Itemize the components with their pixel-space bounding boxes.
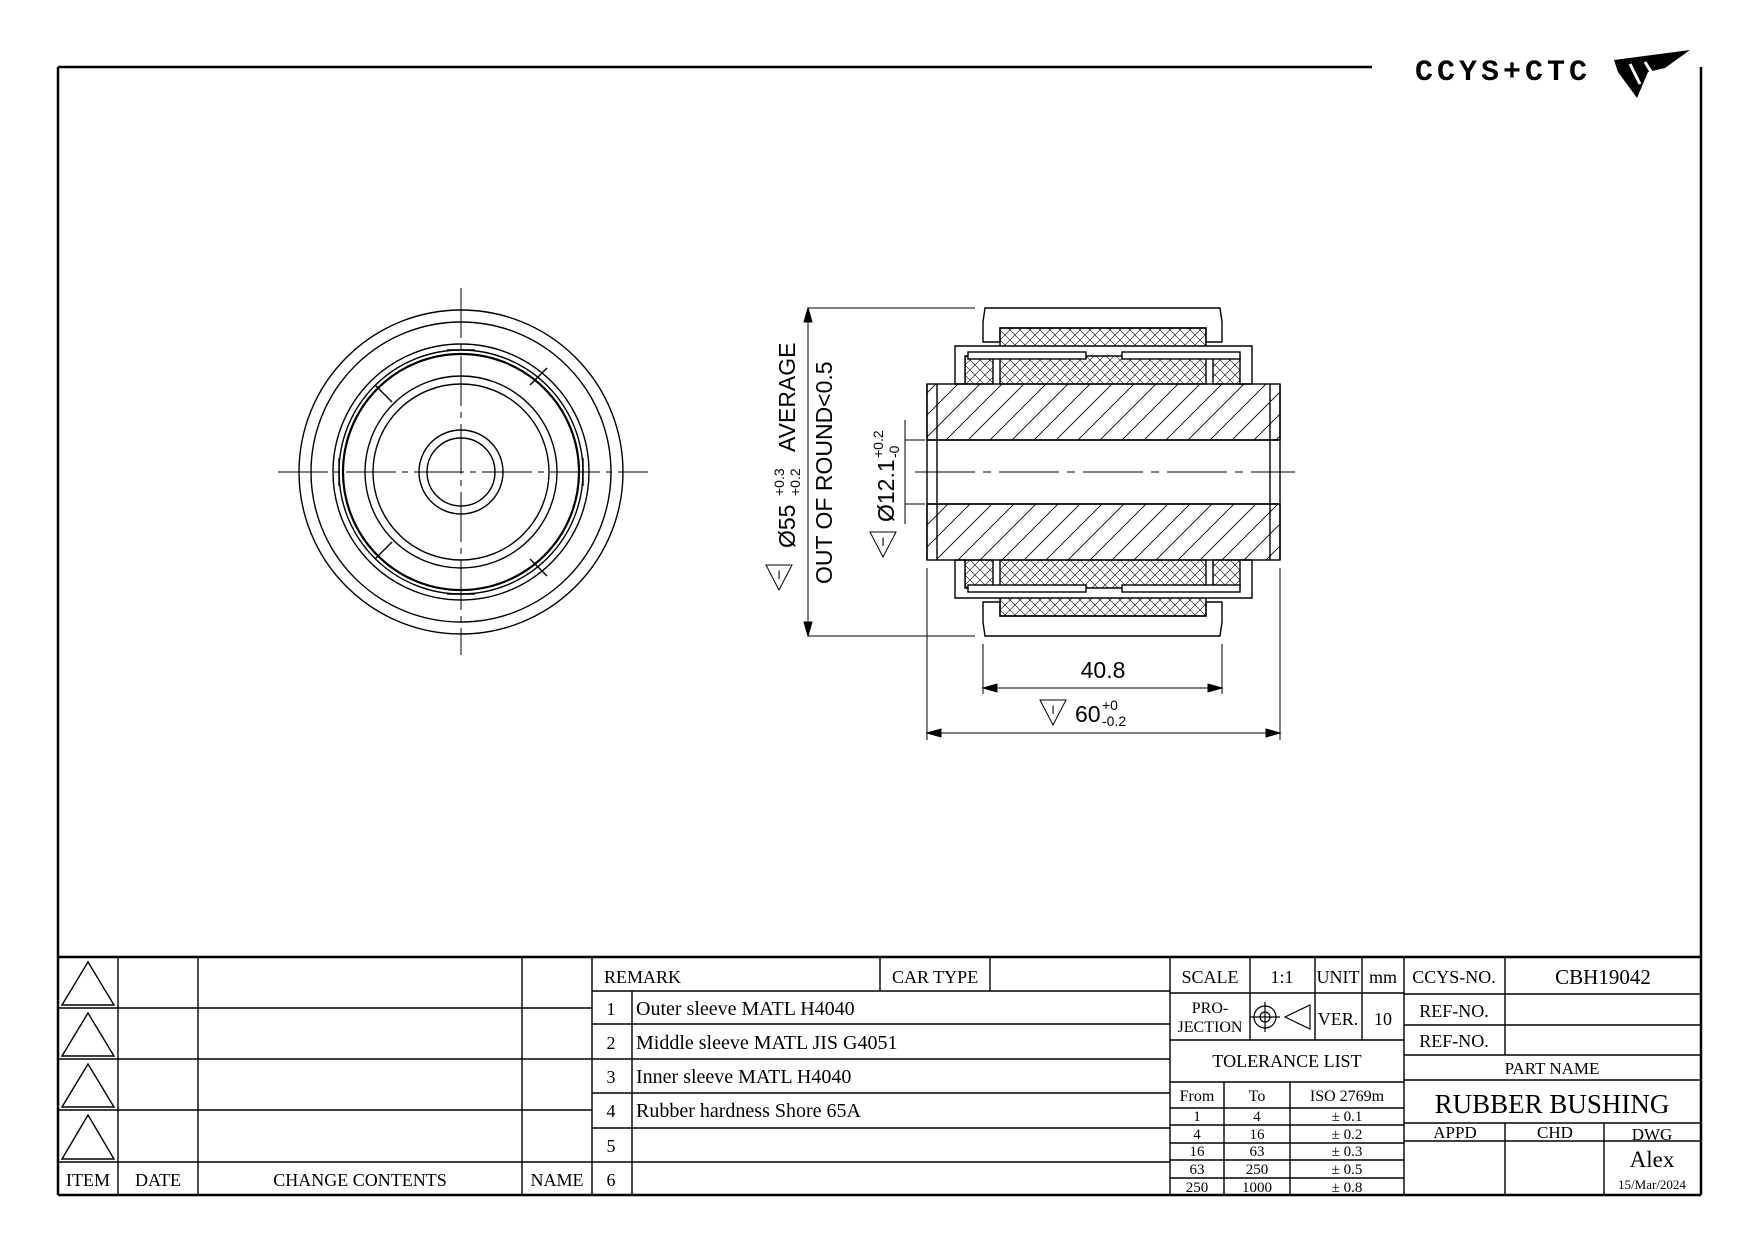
remark-title: REMARK: [604, 967, 682, 987]
inner-diameter-tol-lower: -0: [886, 445, 902, 458]
header-change-contents: CHANGE CONTENTS: [273, 1170, 447, 1190]
ccys-no-label: CCYS-NO.: [1412, 967, 1496, 987]
svg-text:I: I: [777, 568, 781, 582]
appd-label: APPD: [1433, 1123, 1477, 1142]
drawing-frame: [58, 67, 1701, 1195]
svg-text:250: 250: [1245, 1162, 1269, 1178]
scale-label: SCALE: [1181, 967, 1239, 987]
projection-label-line1: PRO-: [1191, 1000, 1229, 1017]
remark-row: [607, 1170, 616, 1190]
svg-text:± 0.5: ± 0.5: [1331, 1162, 1363, 1178]
dwg-label: DWG: [1631, 1125, 1673, 1144]
length-60-tol-lower: -0.2: [1102, 713, 1127, 729]
tolerance-row: [1190, 1144, 1363, 1160]
first-angle-projection-icon: [1250, 1002, 1310, 1032]
part-name-label: PART NAME: [1504, 1059, 1600, 1078]
outer-diameter-label: Ø55: [774, 504, 800, 548]
svg-text:I: I: [881, 535, 885, 549]
svg-text:16: 16: [1249, 1127, 1265, 1143]
dwg-value: Alex: [1629, 1147, 1675, 1172]
svg-text:4: 4: [606, 1101, 616, 1121]
revision-triangle-icon: [62, 1013, 114, 1056]
tolerance-header-to: To: [1248, 1088, 1266, 1105]
tolerance-row: [1193, 1127, 1362, 1143]
section-view: [915, 308, 1295, 636]
out-of-round-label: OUT OF ROUND<0.5: [811, 361, 837, 584]
svg-text:6: 6: [606, 1170, 616, 1190]
drawing-date: 15/Mar/2024: [1618, 1177, 1686, 1192]
ref-no-label-1: REF-NO.: [1419, 1001, 1489, 1021]
inner-diameter-label: Ø12.1: [873, 459, 899, 522]
svg-text:2: 2: [606, 1033, 616, 1053]
svg-text:± 0.8: ± 0.8: [1331, 1180, 1363, 1196]
scale-value: 1:1: [1270, 967, 1294, 987]
revision-triangle-icon: [62, 962, 114, 1005]
svg-text:63: 63: [1249, 1144, 1265, 1160]
projection-label-line2: JECTION: [1177, 1019, 1243, 1036]
tolerance-row: [1190, 1162, 1363, 1178]
revision-triangle-icon: [62, 1115, 114, 1159]
tolerance-row: [1186, 1180, 1363, 1196]
company-logo: [1415, 50, 1690, 98]
remark-row: [607, 1066, 852, 1088]
svg-text:1000: 1000: [1242, 1180, 1272, 1196]
svg-text:16: 16: [1189, 1144, 1205, 1160]
svg-text:63: 63: [1189, 1162, 1205, 1178]
header-date: DATE: [135, 1170, 181, 1190]
remark-row: [607, 998, 855, 1020]
svg-text:CCYS+CTC: CCYS+CTC: [1415, 56, 1592, 90]
remark-row: [607, 1032, 898, 1054]
tolerance-header-from: From: [1179, 1088, 1215, 1105]
tolerance-title: TOLERANCE LIST: [1212, 1051, 1362, 1071]
svg-text:4: 4: [1193, 1127, 1201, 1143]
length-40-8-label: 40.8: [1080, 657, 1126, 683]
chd-label: CHD: [1537, 1123, 1573, 1142]
svg-text:I: I: [1051, 703, 1055, 717]
remarks-table: [592, 957, 1170, 1195]
svg-text:4: 4: [1253, 1109, 1261, 1125]
svg-text:5: 5: [606, 1136, 616, 1156]
outer-diameter-tol-upper: +0.3: [771, 468, 787, 496]
svg-text:Outer sleeve MATL H4040: Outer sleeve MATL H4040: [636, 998, 855, 1020]
revision-table: [58, 957, 592, 1195]
svg-text:± 0.2: ± 0.2: [1331, 1127, 1363, 1143]
revision-triangle-icon: [62, 1064, 114, 1107]
remark-row: [607, 1136, 616, 1156]
svg-text:1: 1: [1193, 1109, 1201, 1125]
car-type-label: CAR TYPE: [892, 967, 979, 987]
length-60-tol-upper: +0: [1102, 697, 1118, 713]
svg-text:Middle sleeve MATL JIS G4051: Middle sleeve MATL JIS G4051: [636, 1032, 898, 1054]
svg-text:Inner sleeve MATL H4040: Inner sleeve MATL H4040: [636, 1066, 852, 1088]
part-info-block: [1404, 957, 1701, 1195]
unit-value: mm: [1368, 967, 1398, 987]
ref-no-label-2: REF-NO.: [1419, 1031, 1489, 1051]
unit-label: UNIT: [1316, 967, 1360, 987]
ccys-no-value: CBH19042: [1555, 965, 1651, 989]
header-name: NAME: [530, 1170, 584, 1190]
svg-text:250: 250: [1185, 1180, 1209, 1196]
tolerance-row: [1193, 1109, 1362, 1125]
average-label: AVERAGE: [774, 342, 800, 452]
tolerance-header-iso: ISO 2769m: [1309, 1088, 1385, 1105]
svg-text:± 0.3: ± 0.3: [1331, 1144, 1363, 1160]
inspection-triangle-icon: [870, 532, 896, 557]
svg-text:3: 3: [606, 1067, 616, 1087]
svg-text:1: 1: [606, 999, 616, 1019]
svg-text:Rubber hardness Shore 65A: Rubber hardness Shore 65A: [636, 1100, 861, 1122]
remark-row: [607, 1100, 862, 1122]
length-60-label: 60: [1075, 701, 1101, 727]
inspection-triangle-icon: [766, 565, 792, 590]
inspection-triangle-icon: [1040, 700, 1066, 725]
ver-value: 10: [1374, 1009, 1392, 1029]
outer-diameter-tol-lower: +0.2: [787, 468, 803, 496]
scale-tolerance-block: [1170, 957, 1404, 1196]
ver-label: VER.: [1317, 1009, 1359, 1029]
part-name-value: RUBBER BUSHING: [1434, 1089, 1670, 1119]
inner-diameter-tol-upper: +0.2: [870, 430, 886, 458]
svg-text:± 0.1: ± 0.1: [1331, 1109, 1363, 1125]
header-item: ITEM: [66, 1170, 110, 1190]
front-view: [278, 288, 648, 655]
